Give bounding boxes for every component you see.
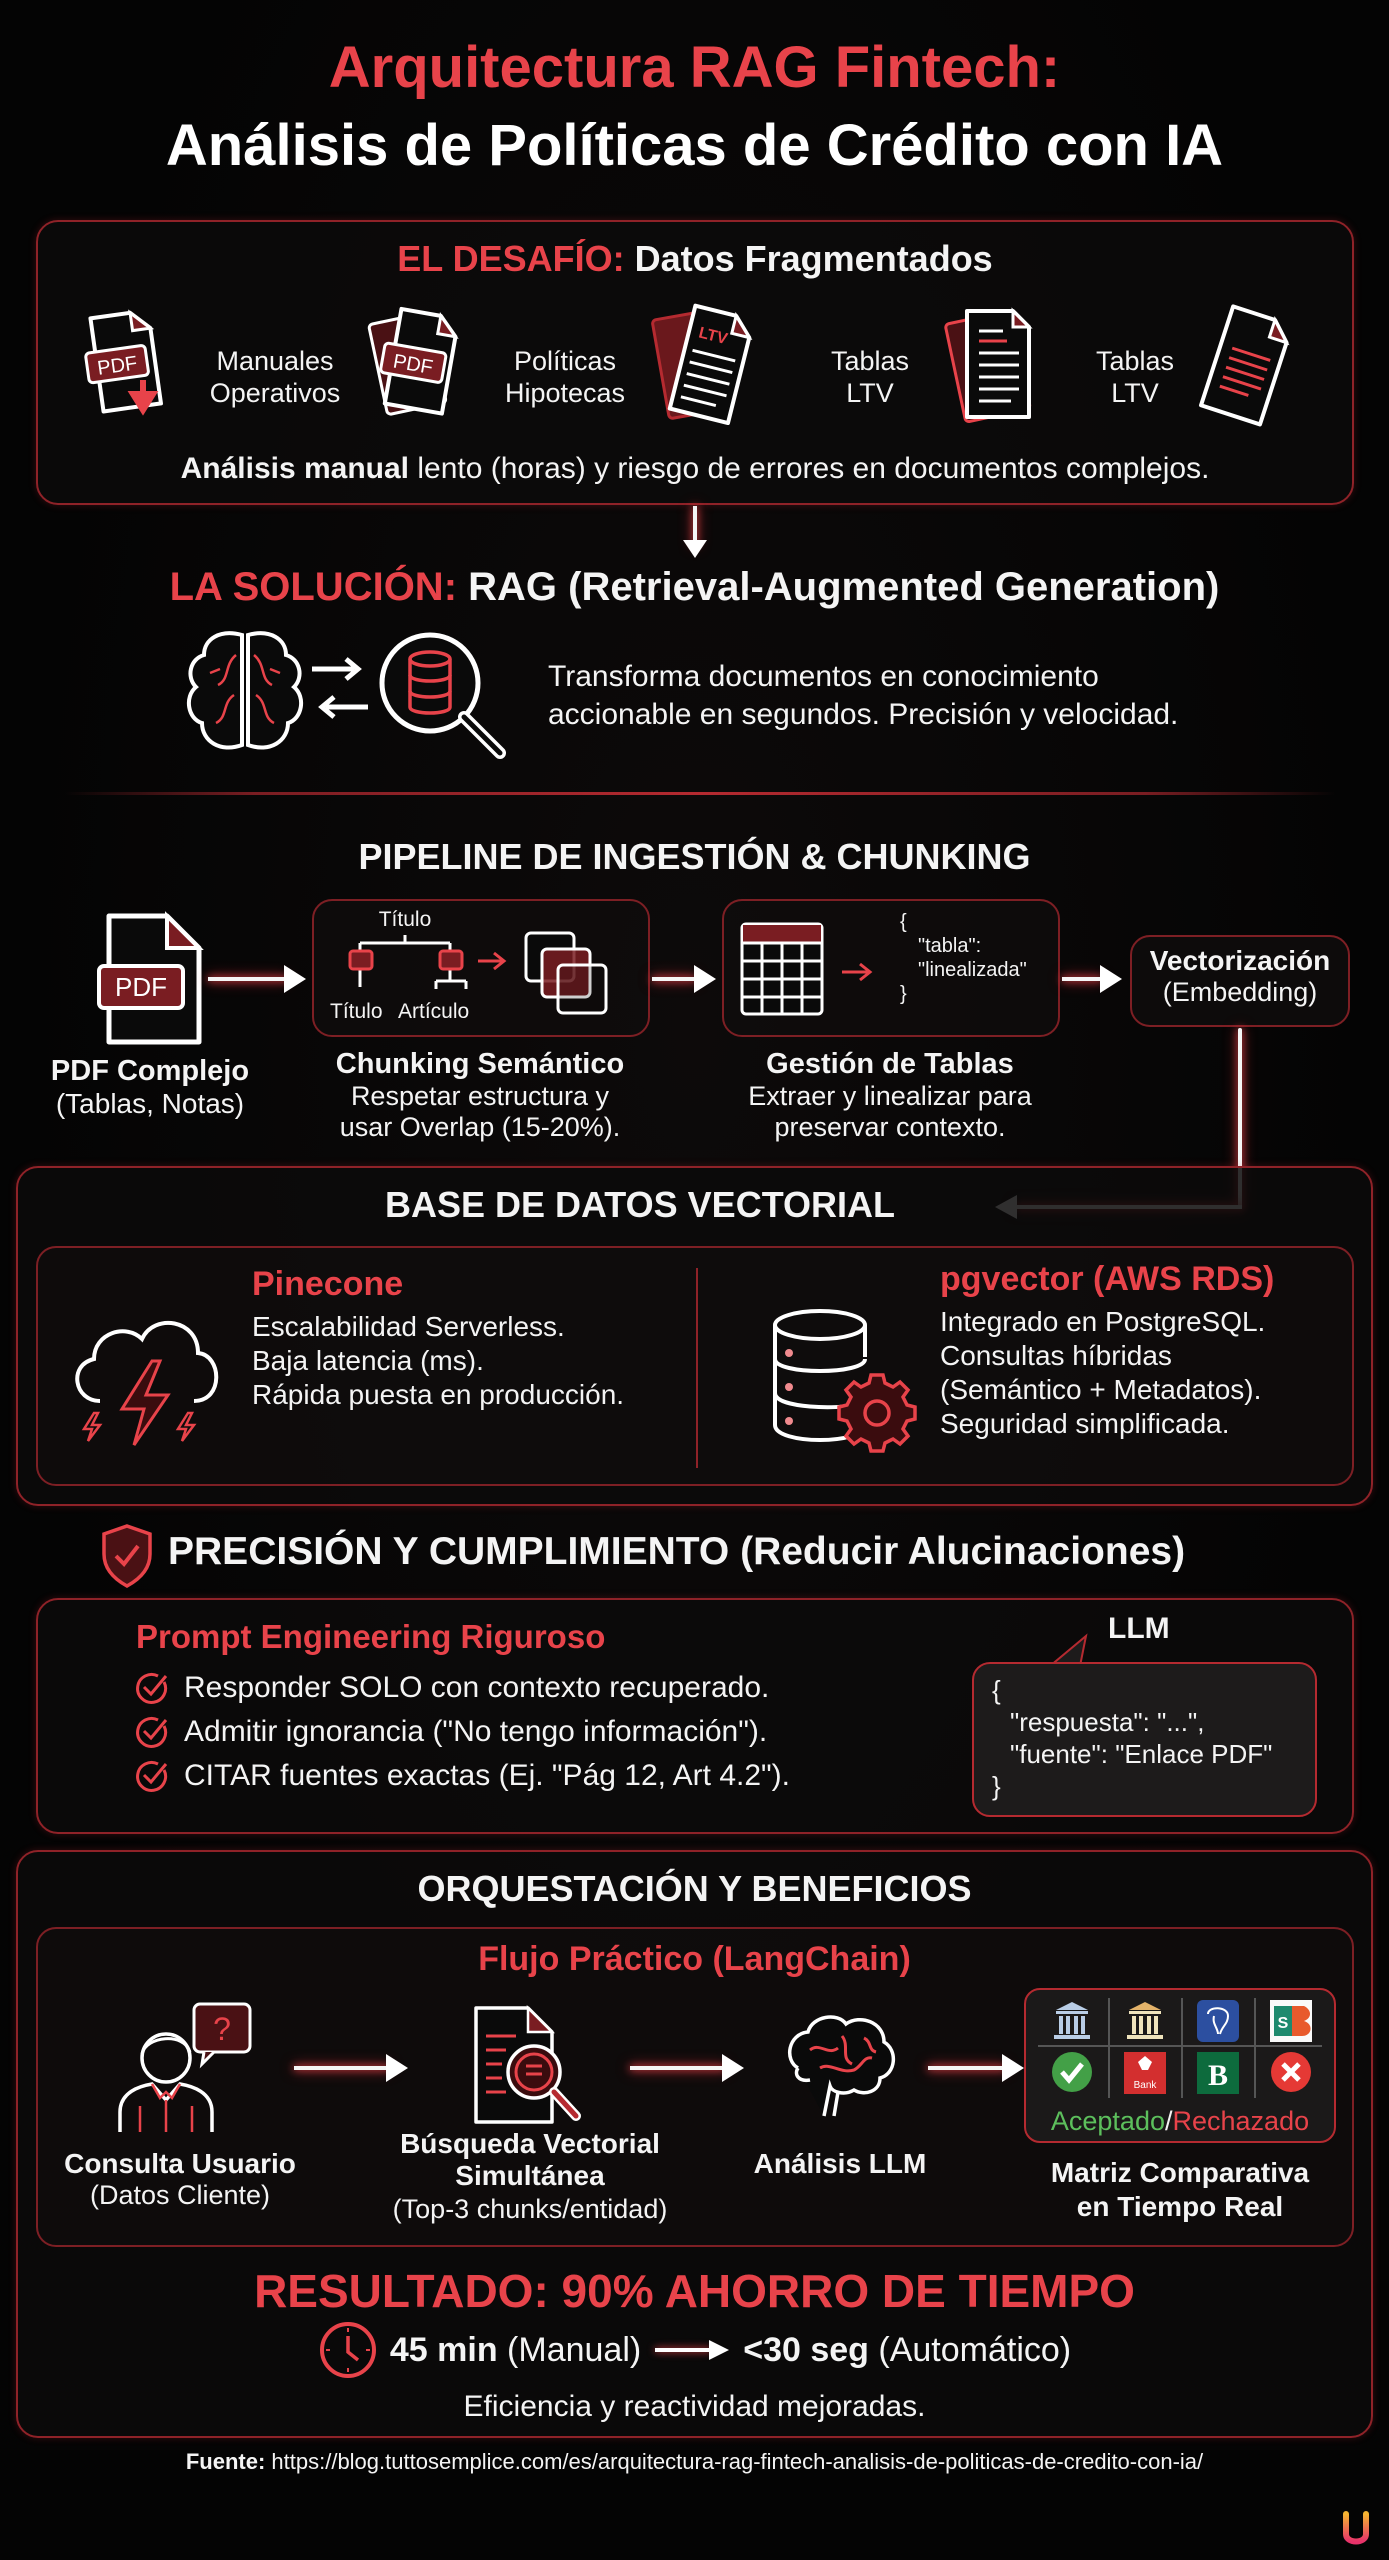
- step-title: Vectorización: [1149, 945, 1331, 976]
- bank-blue-icon: [1054, 2002, 1090, 2039]
- step-desc: (Top-3 chunks/entidad): [392, 2194, 668, 2224]
- pipeline-arrow-2: [652, 977, 696, 981]
- option-line: Rápida puesta en producción.: [252, 1379, 625, 1410]
- option-line: Seguridad simplificada.: [940, 1408, 1230, 1439]
- challenge-summary-bold: Análisis manual: [180, 452, 410, 485]
- tree-root-label: Título: [378, 908, 432, 931]
- comparison-matrix-grid: [1034, 1994, 1326, 2104]
- result-heading: RESULTADO: 90% AHORRO DE TIEMPO: [254, 2265, 1135, 2317]
- after-value: <30 seg: [743, 2330, 869, 2369]
- description-line: Transforma documentos en conocimiento: [548, 660, 1099, 693]
- source-label: Fuente:: [185, 2449, 266, 2474]
- check-circle-icon: [1052, 2052, 1092, 2092]
- label-line: Manuales: [216, 346, 334, 376]
- challenge-heading-accent: EL DESAFÍO:: [397, 238, 625, 279]
- flow-step-matrix: [1010, 2156, 1350, 2224]
- challenge-summary-rest: lento (horas) y riesgo de errores en documentos complejos.: [409, 452, 1210, 485]
- flow-step-user: [40, 2148, 320, 2211]
- solution-description: [548, 658, 1178, 734]
- step-title: Simultánea: [455, 2160, 605, 2191]
- step-desc: Respetar estructura y: [350, 1081, 610, 1111]
- svg-text:?: ?: [213, 2011, 231, 2047]
- prompt-engineering-heading: Prompt Engineering Riguroso: [136, 1618, 606, 1655]
- rule-item: [134, 1666, 790, 1710]
- document-stack-icon: [945, 305, 1045, 430]
- json-line: }: [992, 1771, 1001, 1801]
- arrow-right-icon: [386, 2054, 408, 2082]
- llm-label: LLM: [1108, 1612, 1170, 1645]
- pdf-download-icon: [85, 308, 165, 418]
- challenge-item-1-label: [195, 345, 355, 409]
- bank-gold-icon: [1127, 2002, 1163, 2039]
- rule-item: [134, 1710, 790, 1754]
- step-desc: preservar contexto.: [774, 1112, 1006, 1142]
- svg-text:S: S: [1277, 2015, 1289, 2032]
- challenge-item-4-label: [1065, 345, 1205, 409]
- options-divider: [696, 1268, 698, 1468]
- pdf-file-icon: [95, 912, 205, 1047]
- challenge-item-3-label: [800, 345, 940, 409]
- svg-text:PDF: PDF: [115, 972, 167, 1002]
- section-divider: [65, 792, 1335, 795]
- tree-right-label: Artículo: [398, 1000, 470, 1023]
- pipeline-heading: PIPELINE DE INGESTIÓN & CHUNKING: [358, 836, 1031, 877]
- database-gear-icon: [765, 1305, 925, 1455]
- rule-text: Admitir ignorancia ("No tengo información").: [184, 1715, 768, 1748]
- option-line: Baja latencia (ms).: [252, 1345, 484, 1376]
- separator: /: [1164, 2106, 1173, 2136]
- json-line: {: [992, 1675, 1001, 1705]
- challenge-heading: [36, 238, 1354, 280]
- down-arrow-icon: [683, 540, 707, 560]
- step-desc: usar Overlap (15-20%).: [339, 1112, 621, 1142]
- source-footer: [0, 2449, 1389, 2475]
- json-line: }: [900, 983, 907, 1005]
- exchange-arrows-icon: [310, 655, 370, 725]
- after-label: (Automático): [878, 2330, 1072, 2369]
- step-desc: (Datos Cliente): [89, 2180, 271, 2210]
- label-line: LTV: [846, 378, 894, 408]
- label-line: Tablas: [830, 346, 910, 376]
- json-linearized: [900, 910, 1027, 1006]
- pipeline-step-vectorization: [1130, 945, 1350, 1008]
- pipeline-step-pdf: [30, 1055, 270, 1120]
- json-line: "respuesta": "...",: [1010, 1707, 1205, 1737]
- matrix-status-legend: [1024, 2106, 1336, 2137]
- flow-arrow-2: [630, 2066, 726, 2070]
- flow-title: Flujo Práctico (LangChain): [478, 1940, 911, 1978]
- step-title: Chunking Semántico: [335, 1048, 625, 1080]
- step-desc: Extraer y linealizar para: [748, 1081, 1032, 1111]
- solution-heading-accent: LA SOLUCIÓN:: [169, 565, 458, 609]
- json-line: "tabla":: [918, 935, 982, 957]
- rejected-label: Rechazado: [1172, 2106, 1310, 2136]
- step-title: Gestión de Tablas: [766, 1048, 1014, 1080]
- pipeline-step-chunking: [280, 1048, 680, 1143]
- arrow-right-icon: [694, 965, 716, 993]
- llm-json-bubble: [972, 1662, 1317, 1817]
- title-line-1: Arquitectura RAG Fintech:: [328, 35, 1061, 100]
- rule-text: CITAR fuentes exactas (Ej. "Pág 12, Art 4.2").: [184, 1759, 791, 1792]
- option-name: Pinecone: [252, 1265, 404, 1303]
- pipeline-arrow-3: [1062, 977, 1102, 981]
- shield-check-icon: [100, 1524, 154, 1588]
- brain-icon: [180, 625, 310, 760]
- result-note: Eficiencia y reactividad mejoradas.: [463, 2390, 926, 2423]
- check-circle-outline-icon: [134, 1670, 170, 1706]
- ltv-document-icon: [655, 305, 765, 430]
- label-line: LTV: [1111, 378, 1159, 408]
- json-line: "fuente": "Enlace PDF": [1010, 1739, 1273, 1769]
- database-search-icon: [372, 625, 512, 765]
- hierarchy-chunks-icon: [330, 935, 630, 1005]
- step-desc: (Embedding): [1162, 977, 1318, 1007]
- check-circle-outline-icon: [134, 1714, 170, 1750]
- document-search-icon: [472, 2004, 592, 2134]
- pgvector-option: [940, 1260, 1274, 1441]
- step-title: Consulta Usuario: [64, 2148, 296, 2179]
- pipeline-step-tables: [700, 1048, 1080, 1143]
- arrow-right-icon: [722, 2054, 744, 2082]
- source-link[interactable]: https://blog.tuttosemplice.com/es/arquitectura-rag-fintech-analisis-de-politicas-de-credito-con-ia/: [271, 2449, 1204, 2474]
- cloud-lightning-icon: [60, 1305, 230, 1455]
- step-title: Búsqueda Vectorial: [400, 2128, 660, 2159]
- challenge-summary: [36, 452, 1354, 486]
- title-line-2: Análisis de Políticas de Crédito con IA: [165, 113, 1224, 178]
- orchestration-heading: ORQUESTACIÓN Y BENEFICIOS: [417, 1868, 972, 1909]
- flow-step-llm: Análisis LLM: [753, 2148, 927, 2179]
- label-line: Políticas: [513, 346, 617, 376]
- document-red-lines-icon: [1195, 305, 1295, 430]
- svg-text:Bank: Bank: [1133, 2080, 1157, 2091]
- precision-heading: PRECISIÓN Y CUMPLIMIENTO (Reducir Alucinaciones): [168, 1530, 1186, 1573]
- result-comparison: [0, 2320, 1389, 2380]
- before-value: 45 min: [389, 2330, 498, 2369]
- tree-left-label: Título: [330, 1000, 383, 1023]
- solution-heading: [0, 565, 1389, 610]
- arrow-right-icon: [1002, 2054, 1024, 2082]
- user-question-icon: [112, 2002, 262, 2137]
- description-line: accionable en segundos. Precisión y velocidad.: [548, 698, 1179, 731]
- option-line: Integrado en PostgreSQL.: [940, 1306, 1266, 1337]
- arrow-right-red-icon: [842, 962, 872, 982]
- svg-text:PDF: PDF: [96, 352, 139, 380]
- arrow-right-icon: [655, 2338, 729, 2362]
- option-line: (Semántico + Metadatos).: [940, 1374, 1262, 1405]
- label-line: Operativos: [209, 378, 341, 408]
- check-circle-outline-icon: [134, 1758, 170, 1794]
- before-label: (Manual): [507, 2330, 642, 2369]
- pdf-stack-icon: [370, 305, 470, 425]
- step-title: PDF Complejo: [50, 1055, 250, 1087]
- option-line: Escalabilidad Serverless.: [252, 1311, 565, 1342]
- rules-list: [134, 1666, 790, 1798]
- svg-text:B: B: [1207, 2059, 1229, 2092]
- flow-step-search: [350, 2128, 710, 2226]
- flow-arrow-1: [294, 2066, 390, 2070]
- step-title: Matriz Comparativa: [1050, 2157, 1310, 2188]
- flow-arrow-3: [928, 2066, 1006, 2070]
- brand-logo-icon: [1340, 2510, 1372, 2550]
- option-name: pgvector (AWS RDS): [940, 1260, 1275, 1298]
- postgres-elephant-icon: [1197, 2000, 1239, 2042]
- json-line: {: [900, 911, 907, 933]
- accepted-label: Aceptado: [1050, 2106, 1165, 2136]
- clock-icon: [318, 2320, 378, 2380]
- step-title: en Tiempo Real: [1076, 2191, 1284, 2222]
- json-line: "linealizada": [918, 959, 1027, 981]
- arrow-right-icon: [284, 965, 306, 993]
- challenge-item-2-label: [490, 345, 640, 409]
- svg-text:PDF: PDF: [391, 350, 435, 380]
- solution-heading-rest: RAG (Retrieval-Augmented Generation): [468, 565, 1220, 609]
- rule-item: [134, 1754, 790, 1798]
- brain-llm-icon: [780, 2012, 900, 2122]
- pipeline-arrow-1: [208, 977, 288, 981]
- option-line: Consultas híbridas: [940, 1340, 1172, 1371]
- vector-db-heading: BASE DE DATOS VECTORIAL: [384, 1184, 896, 1225]
- pinecone-option: [252, 1265, 624, 1412]
- label-line: Tablas: [1095, 346, 1175, 376]
- table-grid-icon: [740, 922, 825, 1017]
- label-line: Hipotecas: [504, 378, 626, 408]
- step-desc: (Tablas, Notas): [55, 1088, 245, 1119]
- rule-text: Responder SOLO con contexto recuperado.: [184, 1671, 770, 1704]
- challenge-heading-rest: Datos Fragmentados: [634, 238, 993, 279]
- svg-text:LTV: LTV: [696, 324, 730, 349]
- arrow-right-icon: [1100, 965, 1122, 993]
